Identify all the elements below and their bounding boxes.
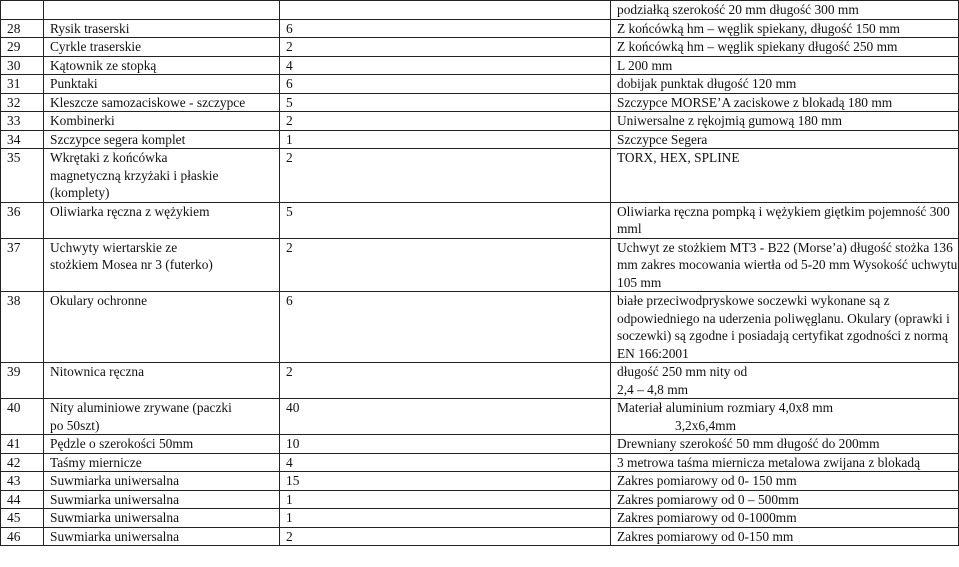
cell-spec xyxy=(611,399,959,435)
cell-number: 41 xyxy=(1,435,44,454)
cell-quantity: 5 xyxy=(280,202,611,238)
cell-name: Suwmiarka uniwersalna xyxy=(44,527,280,546)
cell-number: 38 xyxy=(1,292,44,363)
cell-spec: Szczypce Segera xyxy=(611,130,959,149)
table-row xyxy=(1,93,959,112)
table-row xyxy=(1,238,959,292)
table-row xyxy=(1,527,959,546)
cell-number: 35 xyxy=(1,149,44,203)
cell-quantity: 2 xyxy=(280,527,611,546)
cell-spec: długość 250 mm nity od 2,4 – 4,8 mm xyxy=(611,363,959,399)
cell-spec: dobijak punktak długość 120 mm xyxy=(611,75,959,94)
table-row xyxy=(1,1,959,20)
cell-spec: TORX, HEX, SPLINE xyxy=(611,149,959,203)
cell-name: Punktaki xyxy=(44,75,280,94)
cell-number: 43 xyxy=(1,472,44,491)
cell-number: 36 xyxy=(1,202,44,238)
cell-spec: Oliwiarka ręczna pompką i wężykiem giętkim pojemność 300 mml xyxy=(611,202,959,238)
cell-spec: L 200 mm xyxy=(611,56,959,75)
table-body xyxy=(1,1,959,546)
cell-name: Nitownica ręczna xyxy=(44,363,280,399)
cell-number: 44 xyxy=(1,490,44,509)
cell-number: 40 xyxy=(1,399,44,435)
cell-name: Pędzle o szerokości 50mm xyxy=(44,435,280,454)
cell-name: Uchwyty wiertarskie ze stożkiem Mosea nr 3 (futerko) xyxy=(44,238,280,292)
cell-name: Szczypce segera komplet xyxy=(44,130,280,149)
cell-number: 45 xyxy=(1,509,44,528)
cell-spec: Zakres pomiarowy od 0-1000mm xyxy=(611,509,959,528)
cell-quantity: 1 xyxy=(280,490,611,509)
table-row xyxy=(1,75,959,94)
cell-number: 34 xyxy=(1,130,44,149)
cell-number: 39 xyxy=(1,363,44,399)
cell-number: 42 xyxy=(1,453,44,472)
cell-spec: Z końcówką hm – węglik spiekany, długość 150 mm xyxy=(611,19,959,38)
table-row xyxy=(1,149,959,203)
cell-blank xyxy=(1,1,44,20)
cell-quantity: 40 xyxy=(280,399,611,435)
cell-quantity: 10 xyxy=(280,435,611,454)
cell-number: 31 xyxy=(1,75,44,94)
table-row xyxy=(1,38,959,57)
cell-name: Okulary ochronne xyxy=(44,292,280,363)
cell-quantity: 2 xyxy=(280,363,611,399)
table-row xyxy=(1,112,959,131)
cell-quantity: 4 xyxy=(280,56,611,75)
cell-spec: Z końcówką hm – węglik spiekany długość 250 mm xyxy=(611,38,959,57)
table-row xyxy=(1,19,959,38)
cell-name: Oliwiarka ręczna z wężykiem xyxy=(44,202,280,238)
cell-blank xyxy=(280,1,611,20)
cell-quantity: 2 xyxy=(280,149,611,203)
table-row xyxy=(1,509,959,528)
cell-quantity: 6 xyxy=(280,19,611,38)
table-row xyxy=(1,202,959,238)
cell-quantity: 15 xyxy=(280,472,611,491)
cell-quantity: 4 xyxy=(280,453,611,472)
cell-spec: Zakres pomiarowy od 0-150 mm xyxy=(611,527,959,546)
cell-number: 30 xyxy=(1,56,44,75)
cell-quantity: 2 xyxy=(280,38,611,57)
cell-spec: Uchwyt ze stożkiem MT3 - B22 (Morse’a) długość stożka 136 mm zakres mocowania wiertła od 5-20 mm Wysokość uchwytu 105 mm xyxy=(611,238,959,292)
cell-quantity: 1 xyxy=(280,130,611,149)
table-row xyxy=(1,56,959,75)
cell-spec: Uniwersalne z rękojmią gumową 180 mm xyxy=(611,112,959,131)
cell-name: Suwmiarka uniwersalna xyxy=(44,472,280,491)
cell-quantity: 6 xyxy=(280,75,611,94)
cell-name: Suwmiarka uniwersalna xyxy=(44,509,280,528)
cell-spec: Szczypce MORSE’A zaciskowe z blokadą 180 mm xyxy=(611,93,959,112)
table-row xyxy=(1,453,959,472)
cell-number: 37 xyxy=(1,238,44,292)
cell-name: Kątownik ze stopką xyxy=(44,56,280,75)
cell-quantity: 6 xyxy=(280,292,611,363)
table-row xyxy=(1,490,959,509)
table-row xyxy=(1,363,959,399)
cell-spec: 3 metrowa taśma miernicza metalowa zwijana z blokadą xyxy=(611,453,959,472)
cell-quantity: 5 xyxy=(280,93,611,112)
cell-name: Kleszcze samozaciskowe - szczypce xyxy=(44,93,280,112)
cell-spec: Zakres pomiarowy od 0 – 500mm xyxy=(611,490,959,509)
cell-quantity: 1 xyxy=(280,509,611,528)
cell-name: Cyrkle traserskie xyxy=(44,38,280,57)
cell-spec: Drewniany szerokość 50 mm długość do 200mm xyxy=(611,435,959,454)
cell-name: Taśmy miernicze xyxy=(44,453,280,472)
table-row xyxy=(1,292,959,363)
cell-name: Wkrętaki z końcówka magnetyczną krzyżaki i płaskie (komplety) xyxy=(44,149,280,203)
cell-spec: podziałką szerokość 20 mm długość 300 mm xyxy=(611,1,959,20)
cell-name: Suwmiarka uniwersalna xyxy=(44,490,280,509)
cell-number: 32 xyxy=(1,93,44,112)
table-row xyxy=(1,130,959,149)
cell-quantity: 2 xyxy=(280,112,611,131)
cell-name: Rysik traserski xyxy=(44,19,280,38)
cell-number: 28 xyxy=(1,19,44,38)
cell-spec: Zakres pomiarowy od 0- 150 mm xyxy=(611,472,959,491)
cell-spec: białe przeciwodpryskowe soczewki wykonane są z odpowiedniego na uderzenia poliwęglanu. Okulary (oprawki i soczewki) są zgodne i posiadają certyfikat zgodności z normą EN 166:2001 xyxy=(611,292,959,363)
table-row xyxy=(1,472,959,491)
table-row xyxy=(1,435,959,454)
cell-name: Nity aluminiowe zrywane (paczki po 50szt) xyxy=(44,399,280,435)
table-row xyxy=(1,399,959,435)
cell-spec-line: Materiał aluminium rozmiary 4,0x8 mm xyxy=(617,400,834,415)
cell-blank xyxy=(44,1,280,20)
cell-name: Kombinerki xyxy=(44,112,280,131)
cell-number: 46 xyxy=(1,527,44,546)
cell-number: 33 xyxy=(1,112,44,131)
cell-number: 29 xyxy=(1,38,44,57)
cell-spec-line-2: 3,2x6,4mm xyxy=(675,417,737,433)
cell-quantity: 2 xyxy=(280,238,611,292)
